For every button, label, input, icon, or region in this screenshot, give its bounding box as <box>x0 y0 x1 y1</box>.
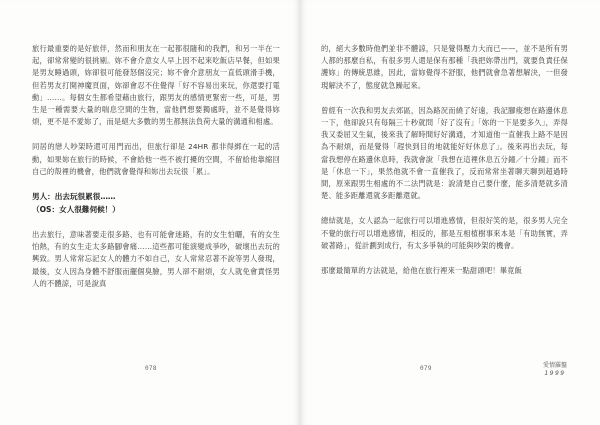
right-paragraph-4: 那麼最簡單的方法就是，給他在旅行裡來一點甜頭吧！畢竟飯 <box>321 266 523 276</box>
right-paragraph-3: 總結就是，女人認為一起旅行可以增進感情，但很好笑的是，很多男人完全不覺的旅行可以增進感情，相反的，都是互相植樹事來本是「有助無實，弄破著路」，從計劃到成行，有太多爭執的可能與吵架的機會。 <box>321 216 568 250</box>
left-paragraph-1: 旅行最重要的是好旅伴，然而和朋友在一起都很隨和的我們，和另一半在一起，卻常常變的很挑剔。妳不會介意女人早上因不起來吃飯店早餐，但如果是男友睡過頭，妳卻很可能發怒個沒完；妳不會介意朋友一直低頭滑手機，但若男友打開神魔頁面，妳卻會忍不住覺得「好不容易出來玩，你還要打電動」……。每個女生都希望藉由旅行，跟男友的感情更緊密一些，可是，男生是一種需要大量的喘息空間的生物，當他們想要獨處時，並不是覺得妳煩，更不是不愛妳了，而是絕大多數的男生都無法負荷大量的溝通和相處。 <box>32 44 280 127</box>
right-page <box>300 0 600 425</box>
right-paragraph-1: 的，絕大多數時他們並非不體諒，只是覺得壓力大而已——，並不是所有男人都的那麼自私，有很多男人還是保有那種「我把妳帶出門，就要負責任保護妳」的傳統思維，因此，當妳覺得不舒服，他們就會急著想解決，一但發現解決不了，態度就急躁起來。 <box>321 44 568 90</box>
section-heading <box>32 191 280 216</box>
left-paragraph-3: 出去旅行，意味著要走很多路、也有可能會迷路，有的女生怕曬，有的女生怕熱，有的女生走太多路腳會痛……這些都可能演變成爭吵，破壞出去玩的興致。男人常常忘記女人的體力不如自己，女人常常忍著不說等男人發現，最後，女人因為身體不舒服而擺個臭臉，男人卻不耐煩，女人就免會責怪男人的不體諒，可是說真 <box>32 230 280 288</box>
right-page-number: 079 <box>420 365 432 372</box>
running-head-subtitle: 1999 <box>544 370 566 377</box>
left-page-number: 078 <box>145 365 157 372</box>
section-heading-line-2: （OS：女人很難伺候！） <box>32 204 120 214</box>
left-paragraph-2: 同居的戀人吵架時還可用門而出，但旅行卻是 24HR 都非得綁在一起的活動，如果妳在旅行的時候，不會給他一些不被打擾的空間，不留給他靠縮回自己的殼裡的機會，他們就會覺得和妳出去玩很「累」。 <box>32 142 280 176</box>
section-heading-line-1: 男人：出去玩很累很…… <box>32 192 116 202</box>
running-head-title: 愛情羅盤 <box>542 362 567 369</box>
running-head <box>543 362 567 378</box>
right-paragraph-2: 曾經有一次我和男友去郊區，因為路況而繞了好遠，我記腳痠想在路邊休息一下，他卻說只有每隔三十秒就問「好了沒有」「妳的一下是要多久」，弄得我又委屈又生氣，後來我了解時間好好溝通，才知道他一直催我上路不是因為不耐煩，而是覺得「趕快到目的地就能好好休息了」。後來再出去玩，每當我想停在路邊休息時，我就會說「我想在這裡休息五分鐘／十分鐘」而不是「休息一下」，果然他就不會一直催我了，反而常常坐著聊天聊到超過時間，原來跟男生相處的不二法門就是：說清楚自己要什麼，能多清楚就多清楚、能多距離還就多距離還就。 <box>321 105 568 201</box>
